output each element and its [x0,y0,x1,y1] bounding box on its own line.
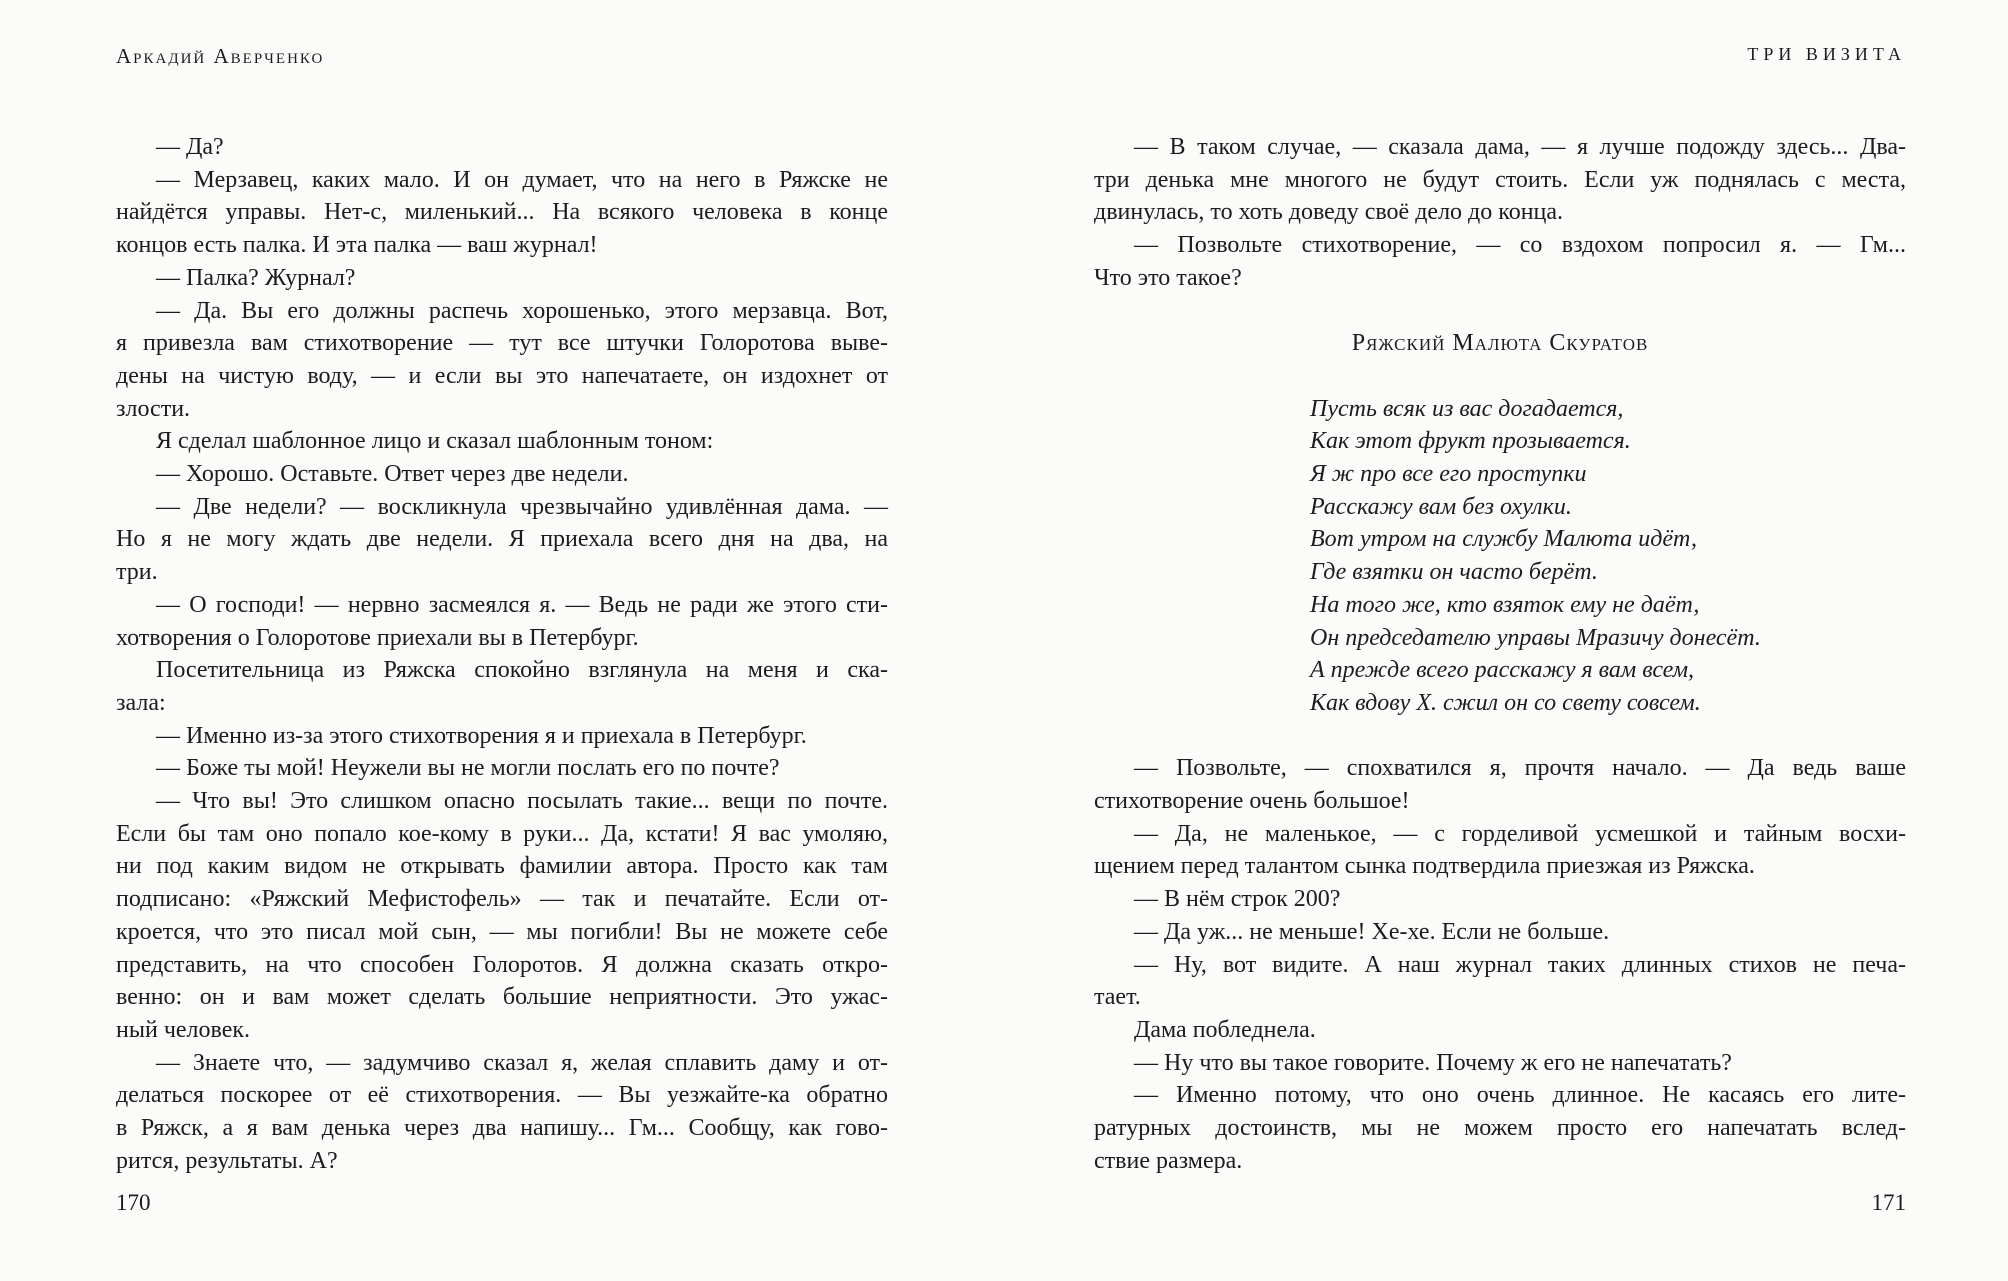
text-line: Я сделал шаблонное лицо и сказал шаблонным тоном: [156,428,714,455]
paragraph [1094,949,1906,1014]
text-line: представить, на что способен Голоротов. Я должна сказать откро- [116,951,888,978]
poem-title: Ряжский Малюта Скуратов [1351,330,1649,357]
page-left-text [116,131,888,1178]
poem-line: Я ж про все его проступки [1310,461,1587,487]
text-line: делаться поскорее от её стихотворения. — Вы уезжайте-ка обратно [116,1082,888,1109]
text-line: — Ну, вот видите. А наш журнал таких длинных стихов не печа- [1134,951,1906,978]
text-line: Дама побледнела. [1134,1016,1316,1043]
paragraph [116,654,888,719]
paragraph [116,720,888,753]
poem-line: Он председателю управы Мразичу донесёт. [1310,624,1761,651]
text-line: я привезла вам стихотворение — тут все штучки Голоротова выве- [116,330,888,357]
text-line: Если бы там оно попало кое-кому в руки... Да, кстати! Я вас умоляю, [116,820,888,847]
poem-line: Расскажу вам без охулки. [1310,493,1572,520]
text-line: двинулась, то хоть доведу своё дело до конца. [1094,199,1564,226]
paragraph [1094,883,1906,916]
text-line: злости. [116,395,191,422]
text-line: тает. [1094,984,1141,1011]
paragraph [116,425,888,458]
poem-line: На того же, кто взяток ему не даёт, [1310,591,1700,618]
text-line: — Палка? Журнал? [156,264,356,291]
text-line: зала: [116,689,166,716]
text-line: рится, результаты. А? [116,1147,338,1174]
text-line: — Две недели? — воскликнула чрезвычайно удивлённая дама. — [156,493,888,520]
page-number-right: 171 [1871,1190,1906,1215]
paragraph [116,491,888,589]
text-line: Посетительница из Ряжска спокойно взглянула на меня и ска- [156,657,888,684]
poem [1094,393,1906,720]
paragraph [1094,916,1906,949]
text-line: подписано: «Ряжский Мефистофель» — так и печатайте. Если от- [116,886,888,913]
text-line: — Знаете что, — задумчиво сказал я, желая сплавить даму и от- [156,1049,888,1076]
running-head-story-title: ТРИ ВИЗИТА [1747,44,1906,64]
text-line: — Да уж... не меньше! Хе-хе. Если не больше. [1134,918,1610,945]
text-line: щением перед талантом сынка подтвердила приезжая из Ряжска. [1094,853,1755,880]
text-line: ратурных достоинств, мы не можем просто его напечатать вслед- [1094,1115,1906,1142]
paragraph [116,752,888,785]
paragraph [1094,752,1906,817]
text-line: — Да. Вы его должны распечь хорошенько, этого мерзавца. Вот, [156,297,888,324]
text-line: найдётся управы. Нет-с, миленький... На всякого человека в конце [116,199,888,226]
running-head-author: Аркадий Аверченко [116,44,325,68]
paragraph [116,589,888,654]
page-number-left: 170 [116,1190,151,1215]
page-right [1094,0,1906,1281]
text-line: три. [116,559,158,586]
text-line: — Позвольте, — спохватился я, прочтя начало. — Да ведь ваше [1134,755,1906,782]
text-line: — Именно из-за этого стихотворения я и приехала в Петербург. [156,722,807,749]
paragraph [1094,131,1906,229]
poem-line: Где взятки он часто берёт. [1310,559,1598,586]
text-line: Что это такое? [1094,264,1242,291]
paragraph [116,262,888,295]
poem-line: А прежде всего расскажу я вам всем, [1310,657,1695,684]
text-line: — Ну что вы такое говорите. Почему ж его не напечатать? [1134,1049,1732,1076]
paragraph [116,131,888,164]
paragraph [1094,229,1906,294]
text-line: — Именно потому, что оно очень длинное. Не касаясь его лите- [1134,1082,1906,1109]
text-line: в Ряжск, а я вам денька через два напишу... Гм... Сообщу, как гово- [116,1115,888,1142]
page-left [116,0,888,1281]
poem-line: Пусть всяк из вас догадается, [1310,395,1624,422]
poem-line: Как вдову Х. сжил он со свету совсем. [1310,689,1701,716]
text-line: ствие размера. [1094,1147,1243,1174]
text-line: — Да? [156,134,224,160]
text-line: — Хорошо. Оставьте. Ответ через две недели. [156,461,629,488]
text-line: — Боже ты мой! Неужели вы не могли послать его по почте? [156,755,780,782]
text-line: стихотворение очень большое! [1094,788,1410,815]
paragraph [116,1047,888,1178]
blank-line [1094,295,1906,328]
text-line: — Позвольте стихотворение, — со вздохом попросил я. — Гм... [1134,232,1906,259]
poem-line: Вот утром на службу Малюта идёт, [1310,526,1697,553]
text-line: — В таком случае, — сказала дама, — я лучше подожду здесь... Два- [1134,134,1906,160]
page-right-text [1094,131,1906,1177]
text-line: Но я не могу ждать две недели. Я приехала всего дня на два, на [116,526,888,553]
text-line: ный человек. [116,1016,251,1043]
paragraph [1094,1079,1906,1177]
paragraph [1094,818,1906,883]
text-line: дены на чистую воду, — и если вы это напечатаете, он издохнет от [116,362,888,389]
blank-line [1094,360,1906,393]
text-line: кроется, что это писал мой сын, — мы погибли! Вы не можете себе [116,918,888,945]
paragraph [116,785,888,1047]
paragraph [116,295,888,426]
text-line: — Что вы! Это слишком опасно посылать такие... вещи по почте. [156,788,888,815]
text-line: — Мерзавец, каких мало. И он думает, что на него в Ряжске не [156,166,888,193]
paragraph [1094,1047,1906,1080]
poem-line: Как этот фрукт прозывается. [1310,428,1631,455]
paragraph [116,458,888,491]
paragraph [1094,1014,1906,1047]
text-line: — О господи! — нервно засмеялся я. — Ведь не ради же этого сти- [156,591,888,618]
text-line: венно: он и вам может сделать большие неприятности. Это ужас- [116,984,888,1011]
text-line: ни под каким видом не открывать фамилии автора. Просто как там [116,853,888,880]
text-line: — Да, не маленькое, — с горделивой усмешкой и тайным восхи- [1134,820,1906,847]
paragraph [116,164,888,262]
text-line: — В нём строк 200? [1134,886,1341,913]
text-line: концов есть палка. И эта палка — ваш журнал! [116,232,598,259]
blank-line [1094,720,1906,753]
text-line: три денька мне многого не будут стоить. Если уж поднялась с места, [1094,166,1906,193]
text-line: хотворения о Голоротове приехали вы в Петербург. [116,624,639,651]
